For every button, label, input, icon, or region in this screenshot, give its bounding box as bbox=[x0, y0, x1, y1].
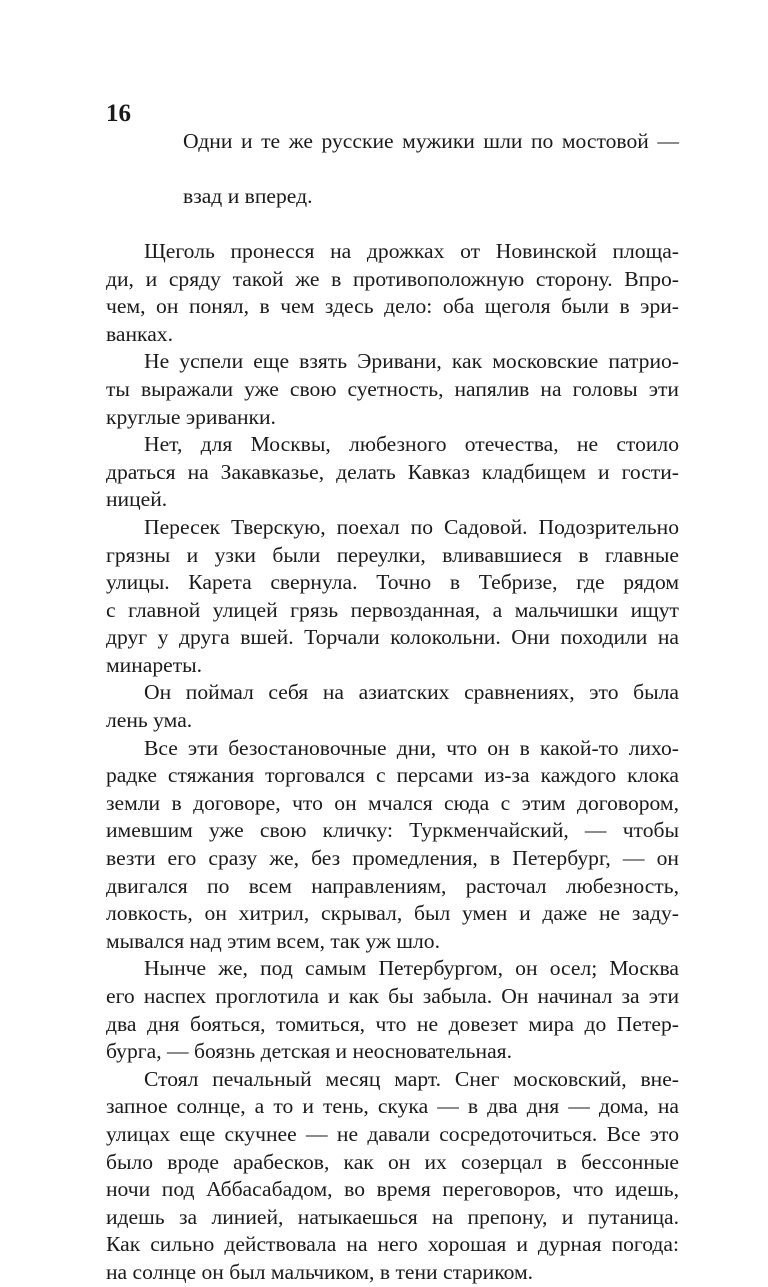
text-line: Все эти безостановочные дни, что он в какой-то лихо- bbox=[144, 735, 679, 760]
paragraph bbox=[106, 1066, 679, 1287]
text-line: бурга, — боязнь детская и неосновательная. bbox=[106, 1039, 512, 1064]
paragraph bbox=[106, 679, 679, 734]
text-line: Пересек Тверскую, поехал по Садовой. Подозрительно bbox=[144, 514, 679, 539]
paragraph bbox=[106, 955, 679, 1065]
text-line: Он поймал себя на азиатских сравнениях, это была bbox=[144, 680, 679, 705]
text-line: драться на Закавказье, делать Кавказ кладбищем и гости- bbox=[106, 459, 679, 484]
text-line: взад и вперед. bbox=[183, 183, 313, 208]
paragraph bbox=[106, 514, 679, 680]
text-line: Как сильно действовала на него хорошая и дурная погода: bbox=[106, 1232, 679, 1257]
paragraph bbox=[106, 431, 679, 514]
opening-paragraph bbox=[106, 100, 679, 238]
text-line: земли в договоре, что он мчался сюда с этим договором, bbox=[106, 790, 679, 815]
text-line: два дня бояться, томиться, что не довезет мира до Петер- bbox=[106, 1011, 679, 1036]
text-line: друг у друга вшей. Торчали колокольни. Они походили на bbox=[106, 625, 679, 650]
text-line: Щеголь пронесся на дрожках от Новинской площа- bbox=[144, 238, 679, 263]
text-line: лень ума. bbox=[106, 708, 193, 733]
text-line: ловкость, он хитрил, скрывал, был умен и даже не заду- bbox=[106, 901, 679, 926]
text-line: с главной улицей грязь первозданная, а мальчишки ищут bbox=[106, 597, 679, 622]
paragraph bbox=[106, 735, 679, 956]
text-line: идешь за линией, натыкаешься на препону, и путаница. bbox=[106, 1204, 679, 1229]
text-line: Стоял печальный месяц март. Снег московский, вне- bbox=[144, 1066, 679, 1091]
text-line: мывался над этим всем, так уж шло. bbox=[106, 928, 440, 953]
text-line: имевшим уже свою кличку: Туркменчайский, — чтобы bbox=[106, 818, 679, 843]
text-line: Нынче же, под самым Петербургом, он осел; Москва bbox=[144, 956, 679, 981]
text-line: минареты. bbox=[106, 652, 203, 677]
text-line: везти его сразу же, без промедления, в Петербург, — он bbox=[106, 846, 679, 871]
text-line: ванках. bbox=[106, 321, 173, 346]
text-line: грязны и узки были переулки, вливавшиеся в главные bbox=[106, 542, 679, 567]
text-line: на солнце он был мальчиком, в тени стариком. bbox=[106, 1259, 534, 1284]
paragraphs bbox=[106, 238, 679, 1287]
text-line: двигался по всем направлениям, расточал любезность, bbox=[106, 873, 679, 898]
text-line: чем, он понял, в чем здесь дело: оба щеголя были в эри- bbox=[106, 294, 679, 319]
text-line: Одни и те же русские мужики шли по мостовой — bbox=[183, 128, 679, 153]
text-line: ты выражали уже свою суетность, напялив на головы эти bbox=[106, 376, 679, 401]
text-line: Нет, для Москвы, любезного отечества, не стоило bbox=[144, 432, 679, 457]
body-text bbox=[106, 100, 679, 1287]
text-line: ницей. bbox=[106, 487, 168, 512]
text-line: улицы. Карета свернула. Точно в Тебризе, где рядом bbox=[106, 570, 679, 595]
paragraph bbox=[106, 348, 679, 431]
text-line: его наспех проглотила и как бы забыла. Он начинал за эти bbox=[106, 984, 679, 1008]
text-line: круглые эриванки. bbox=[106, 404, 276, 429]
text-line: Не успели еще взять Эривани, как московские патрио- bbox=[144, 349, 679, 374]
paragraph bbox=[106, 238, 679, 348]
text-line: ди, и сряду такой же в противоположную сторону. Впро- bbox=[106, 266, 679, 291]
text-line: запное солнце, а то и тень, скука — в два дня — дома, на bbox=[106, 1094, 679, 1119]
text-line: было вроде арабесков, как он их созерцал в бессонные bbox=[106, 1149, 679, 1174]
text-line: улицах еще скучнее — не давали сосредоточиться. Все это bbox=[106, 1121, 679, 1146]
text-line: радке стяжания торговался с персами из-за каждого клока bbox=[106, 763, 679, 788]
page-number: 16 bbox=[106, 100, 131, 127]
text-line: ночи под Аббасабадом, во время переговоров, что идешь, bbox=[106, 1177, 679, 1202]
